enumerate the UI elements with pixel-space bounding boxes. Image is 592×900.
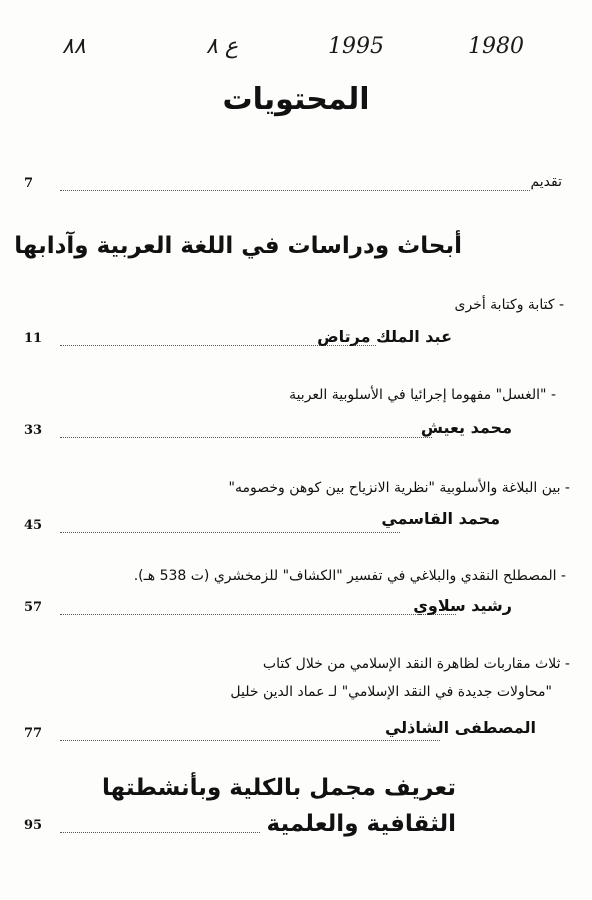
dot-leader [60,437,432,438]
page-number: 7 [24,176,34,191]
page-number: 95 [24,818,43,833]
handwritten-year-2: 1980 [468,34,524,59]
handwritten-issue: ع ٨ [206,34,238,59]
entry-author: عبد الملك مرتاض [317,327,452,346]
dot-leader [60,190,530,191]
closing-line-2: الثقافية والعلمية [266,811,456,837]
entry-author: رشيد سلاوي [413,596,512,615]
page-number: 57 [24,600,43,615]
entry-author: المصطفى الشاذلي [384,718,536,737]
entry-title: - بين البلاغة والأسلوبية "نظرية الانزياح بين كوهن وخصومه" [228,480,570,496]
handwritten-year-1: 1995 [328,34,384,59]
dot-leader [60,614,456,615]
dot-leader [60,740,440,741]
entry-title: - كتابة وكتابة أخرى [454,297,564,313]
page-number: 33 [24,423,43,438]
entry-title: - "الغسل" مفهوما إجرائيا في الأسلوبية العربية [289,387,556,403]
closing-line-1: تعريف مجمل بالكلية وبأنشطتها [102,775,456,801]
dot-leader [60,832,260,833]
entry-author: محمد يعيش [420,418,512,437]
page-number: 77 [24,726,43,741]
section-heading: أبحاث ودراسات في اللغة العربية وآدابها [14,233,462,259]
entry-title: - ثلاث مقاربات لظاهرة النقد الإسلامي من خلال كتاب [262,656,570,672]
page-title: المحتويات [222,82,370,117]
entry-author: محمد القاسمي [381,509,500,528]
dot-leader [60,532,400,533]
entry-title: - المصطلح النقدي والبلاغي في تفسير "الكشاف" للزمخشري (ت 538 هـ). [133,568,566,584]
entry-title: تقديم [530,174,562,190]
page-number: 11 [24,331,43,346]
entry-title-continued: "محاولات جديدة في النقد الإسلامي" لـ عماد الدين خليل [230,684,552,700]
handwritten-code: ٨٨ [62,34,86,59]
page-number: 45 [24,518,43,533]
